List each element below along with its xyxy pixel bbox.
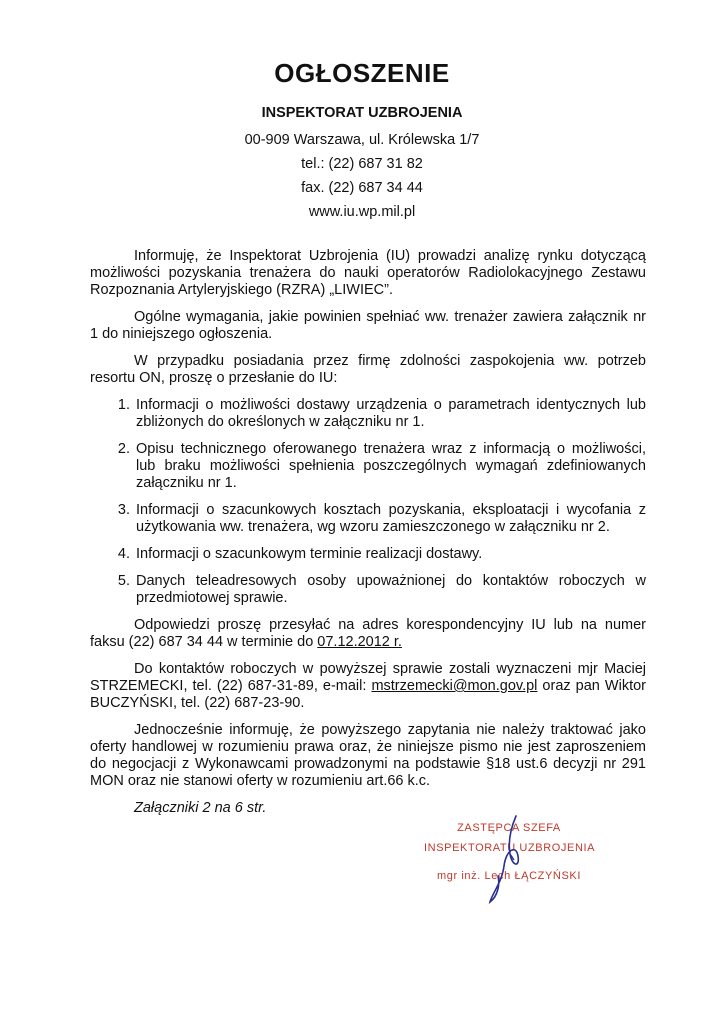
stamp-signatory: mgr inż. Lech ŁĄCZYŃSKI: [436, 870, 581, 882]
list-item: 1. Informacji o możliwości dostawy urządzenia o parametrach identycznych lub zbliżonych do określonych w załączniku nr 1.: [134, 397, 646, 431]
paragraph-disclaimer: Jednocześnie informuję, że powyższego zapytania nie należy traktować jako oferty handlowej w rozumieniu prawa oraz, że niniejsze pismo nie jest zaproszeniem do negocjacji z Wykonawcami prowadzonymi na podstawie §18 ust.6 decyzji nr 291 MON oraz nie stanowi oferty w rozumieniu art.66 k.c.: [90, 722, 646, 789]
list-item: 5. Danych teleadresowych osoby upoważnionej do kontaktów roboczych w przedmiotowej sprawie.: [134, 573, 646, 607]
list-item: 4. Informacji o szacunkowym terminie realizacji dostawy.: [134, 546, 646, 563]
paragraph-contacts: [90, 661, 646, 712]
contact-email-link[interactable]: mstrzemecki@mon.gov.pl: [371, 678, 538, 694]
requested-items-list: [90, 397, 646, 607]
paragraph-intro: Informuję, że Inspektorat Uzbrojenia (IU) prowadzi analizę rynku dotyczącą możliwości pozyskania trenażera do nauki operatorów Radiolokacyjnego Zestawu Rozpoznania Artyleryjskiego (RZRA) „LIWIEC”.: [90, 248, 646, 298]
document-title: OGŁOSZENIE: [274, 58, 450, 88]
contacts-text: Do kontaktów roboczych w powyższej sprawie zostali wyznaczeni mjr Maciej STRZEMECKI, tel. (22) 687-31-89, e-mail:: [90, 661, 646, 694]
paragraph-requirements: Ogólne wymagania, jakie powinien spełniać ww. trenażer zawiera załącznik nr 1 do niniejszego ogłoszenia.: [90, 309, 646, 342]
attachments-note: Załączniki 2 na 6 str.: [134, 800, 267, 816]
organization-phone: tel.: (22) 687 31 82: [301, 156, 423, 172]
organization-name: INSPEKTORAT UZBROJENIA: [261, 105, 463, 121]
organization-address: 00-909 Warszawa, ul. Królewska 1/7: [244, 132, 480, 148]
paragraph-deadline: [90, 617, 646, 651]
organization-fax: fax. (22) 687 34 44: [301, 180, 423, 196]
stamp-org: INSPEKTORATU UZBROJENIA: [424, 842, 596, 854]
announcement-body: [90, 248, 646, 827]
deadline-date: 07.12.2012 r.: [317, 634, 402, 650]
handwritten-signature: [470, 810, 550, 910]
deadline-text: Odpowiedzi proszę przesyłać na adres korespondencyjny IU lub na numer faksu (22) 687 34 44 w terminie do: [90, 617, 646, 650]
paragraph-request: W przypadku posiadania przez firmę zdolności zaspokojenia ww. potrzeb resortu ON, proszę o przesłanie do IU:: [90, 353, 646, 386]
list-item: 2. Opisu technicznego oferowanego trenażera wraz z informacją o możliwości, lub braku możliwości spełnienia poszczególnych wymagań zdefiniowanych załączniku nr 1.: [134, 441, 646, 492]
stamp-title: ZASTĘPCA SZEFA: [457, 822, 561, 834]
organization-website[interactable]: www.iu.wp.mil.pl: [308, 204, 416, 220]
contacts-text-end: oraz pan Wiktor BUCZYŃSKI, tel. (22) 687-23-90.: [90, 678, 646, 711]
list-item: 3. Informacji o szacunkowych kosztach pozyskania, eksploatacji i wycofania z użytkowania ww. trenażera, wg wzoru zamieszczonego w załączniku nr 2.: [134, 502, 646, 536]
